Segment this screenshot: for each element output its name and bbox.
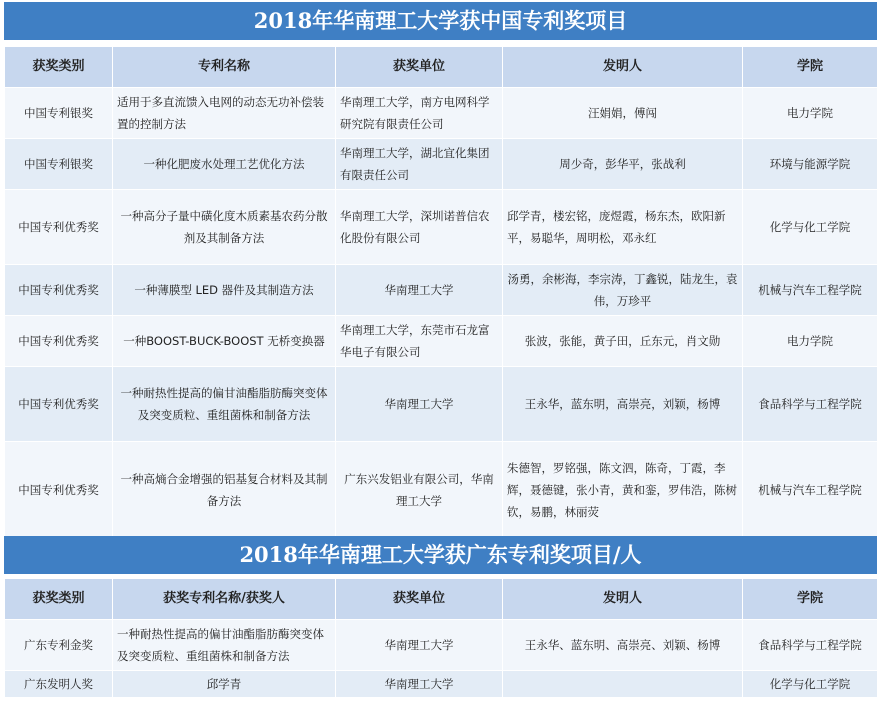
cell-inventors: 朱德智，罗铭强，陈文泗，陈奇，丁霞，李辉，聂德键，张小青，黄和銮，罗伟浩，陈树钦，易鹏，林丽荧 [503,442,743,538]
cell-category: 中国专利优秀奖 [5,442,113,538]
table-row [5,367,878,442]
table-row [5,265,878,316]
header-unit: 获奖单位 [336,579,503,620]
table-row [5,316,878,367]
cell-college: 电力学院 [743,88,878,139]
cell-inventors: 邱学青，楼宏铭，庞煜霞，杨东杰，欧阳新平，易聪华，周明松，邓永红 [503,190,743,265]
cell-unit: 广东兴发铝业有限公司，华南理工大学 [336,442,503,538]
cell-college: 环境与能源学院 [743,139,878,190]
cell-category: 中国专利银奖 [5,88,113,139]
table-row [5,190,878,265]
cell-college: 电力学院 [743,316,878,367]
header-college: 学院 [743,47,878,88]
cell-patent-name: 一种耐热性提高的偏甘油酯脂肪酶突变体及突变质粒、重组菌株和制备方法 [113,367,336,442]
cell-college: 机械与汽车工程学院 [743,442,878,538]
cell-college: 食品科学与工程学院 [743,367,878,442]
header-inventors: 发明人 [503,579,743,620]
cell-inventors: 汪娟娟，傅闯 [503,88,743,139]
cell-inventors: 王永华、蓝东明、高崇亮、刘颖、杨博 [503,620,743,671]
cell-patent-name: 一种高分子量中磺化度木质素基农药分散剂及其制备方法 [113,190,336,265]
header-unit: 获奖单位 [336,47,503,88]
header-inventors: 发明人 [503,47,743,88]
cell-college: 机械与汽车工程学院 [743,265,878,316]
guangdong-award-table [4,578,878,698]
header-category: 获奖类别 [5,47,113,88]
china-award-table [4,46,878,538]
cell-inventors: 张波，张能，黄子田，丘东元，肖文勋 [503,316,743,367]
cell-unit: 华南理工大学 [336,671,503,698]
table-row [5,671,878,698]
cell-category: 中国专利优秀奖 [5,190,113,265]
cell-category: 中国专利优秀奖 [5,367,113,442]
table-row [5,442,878,538]
cell-inventors [503,671,743,698]
cell-patent-name: 一种BOOST-BUCK-BOOST 无桥变换器 [113,316,336,367]
header-patent-name: 专利名称 [113,47,336,88]
cell-patent-name: 一种耐热性提高的偏甘油酯脂肪酶突变体及突变质粒、重组菌株和制备方法 [113,620,336,671]
china-award-title: 2018年华南理工大学获中国专利奖项目 [4,2,877,40]
cell-patent-name: 邱学青 [113,671,336,698]
table-header-row [5,47,878,88]
cell-college: 化学与化工学院 [743,671,878,698]
cell-category: 广东专利金奖 [5,620,113,671]
cell-patent-name: 一种高熵合金增强的铝基复合材料及其制备方法 [113,442,336,538]
cell-unit: 华南理工大学 [336,367,503,442]
header-category: 获奖类别 [5,579,113,620]
cell-patent-name: 一种薄膜型 LED 器件及其制造方法 [113,265,336,316]
cell-category: 广东发明人奖 [5,671,113,698]
cell-patent-name: 适用于多直流馈入电网的动态无功补偿装置的控制方法 [113,88,336,139]
cell-inventors: 周少奇，彭华平，张战利 [503,139,743,190]
cell-category: 中国专利优秀奖 [5,265,113,316]
cell-college: 化学与化工学院 [743,190,878,265]
cell-unit: 华南理工大学 [336,265,503,316]
table-header-row [5,579,878,620]
cell-unit: 华南理工大学，湖北宜化集团有限责任公司 [336,139,503,190]
cell-unit: 华南理工大学，东莞市石龙富华电子有限公司 [336,316,503,367]
header-patent-name: 获奖专利名称/获奖人 [113,579,336,620]
cell-unit: 华南理工大学，南方电网科学研究院有限责任公司 [336,88,503,139]
cell-unit: 华南理工大学 [336,620,503,671]
cell-category: 中国专利优秀奖 [5,316,113,367]
cell-unit: 华南理工大学，深圳诺普信农化股份有限公司 [336,190,503,265]
cell-category: 中国专利银奖 [5,139,113,190]
cell-college: 食品科学与工程学院 [743,620,878,671]
cell-inventors: 汤勇，余彬海，李宗涛，丁鑫锐，陆龙生，袁伟，万珍平 [503,265,743,316]
header-college: 学院 [743,579,878,620]
guangdong-award-title: 2018年华南理工大学获广东专利奖项目/人 [4,536,877,574]
table-row [5,88,878,139]
cell-inventors: 王永华，蓝东明，高崇亮，刘颖，杨博 [503,367,743,442]
cell-patent-name: 一种化肥废水处理工艺优化方法 [113,139,336,190]
table-row [5,620,878,671]
table-row [5,139,878,190]
